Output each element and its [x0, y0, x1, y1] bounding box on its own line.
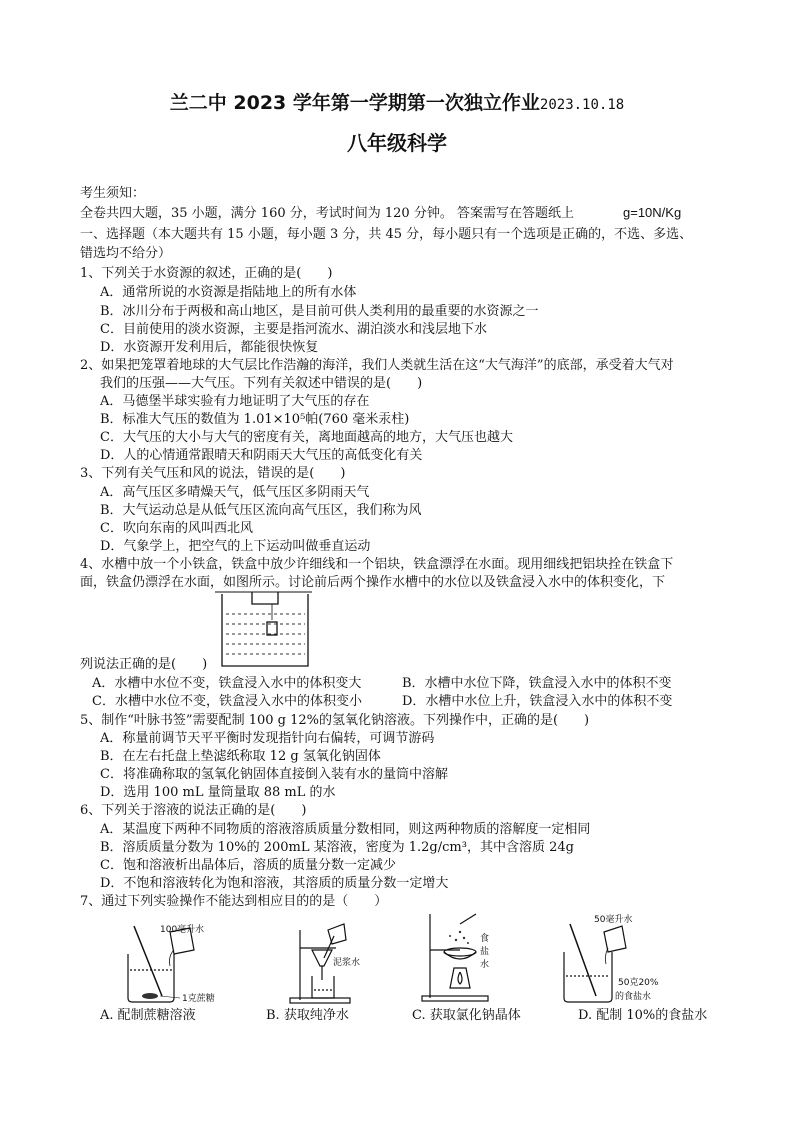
figure-b-caption: B. 获取纯净水: [266, 1008, 349, 1023]
section-heading: 一、选择题（本大题共有 15 小题，每小题 3 分，共 45 分，每小题只有一个选项是正确的，不选、多选、: [80, 227, 693, 242]
q7-stem: 7、通过下列实验操作不能达到相应目的的是（ ）: [80, 894, 388, 909]
q1-option-b: B．冰川分布于两极和高山地区，是目前可供人类利用的最重要的水资源之一: [100, 304, 539, 319]
q4-option-c: C．水槽中水位不变，铁盒浸入水中的体积变小: [92, 694, 362, 709]
figure-c-label-2: 盐: [480, 947, 490, 957]
q4-option-b: B．水槽中水位下降，铁盒浸入水中的体积不变: [402, 676, 672, 691]
q1-option-d: D．水资源开发利用后，都能很快恢复: [100, 340, 319, 355]
notice-line: 全卷共四大题，35 小题，满分 160 分，考试时间为 120 分钟。 答案需写在答题纸上: [80, 206, 574, 221]
q2-option-d: D．人的心情通常跟晴天和阴雨天大气压的高低变化有关: [100, 448, 423, 463]
q5-option-a: A．称量前调节天平平衡时发现指针向右偏转，可调节游码: [100, 731, 435, 746]
page-title: [0, 88, 794, 115]
figure-c-label-1: 食: [480, 934, 490, 944]
gravity-constant: g=10N/Kg: [623, 205, 682, 220]
q6-option-c: C．饱和溶液析出晶体后，溶质的质量分数一定减少: [100, 858, 396, 873]
figure-a-water-label: 100毫升水: [160, 925, 205, 935]
figure-c-label-3: 水: [480, 960, 490, 970]
q4-stem-cont: 面，铁盒仍漂浮在水面，如图所示。讨论前后两个操作水槽中的水位以及铁盒浸入水中的体积变化，下: [80, 575, 666, 590]
figure-b-muddy-water-label: 泥浆水: [333, 958, 361, 968]
q3-option-c: C．吹向东南的风叫西北风: [100, 521, 253, 536]
figure-d-solution-label-2: 的食盐水: [615, 992, 652, 1002]
figure-a-caption: A. 配制蔗糖溶液: [100, 1008, 196, 1023]
figure-d-solution-label-1: 50克20%: [618, 978, 659, 988]
figure-d-caption: D. 配制 10%的食盐水: [578, 1008, 708, 1023]
q2-option-c: C．大气压的大小与大气的密度有关，离地面越高的地方，大气压也越大: [100, 430, 513, 445]
q6-option-b: B．溶质质量分数为 10%的 200mL 某溶液，密度为 1.2g/cm³，其中含溶质 24g: [100, 840, 574, 855]
figure-d-water-label: 50毫升水: [594, 915, 633, 925]
q5-option-d: D．选用 100 mL 量筒量取 88 mL 的水: [100, 785, 336, 800]
q3-option-a: A．高气压区多晴燥天气，低气压区多阴雨天气: [100, 485, 370, 500]
page-subtitle: 八年级科学: [347, 131, 447, 155]
figure-a-sugar-label: 1克蔗糖: [182, 994, 215, 1004]
q6-stem: 6、下列关于溶液的说法正确的是( ): [80, 803, 307, 818]
q4-option-a: A．水槽中水位不变，铁盒浸入水中的体积变大: [92, 676, 362, 691]
q3-option-b: B．大气运动总是从低气压区流向高气压区，我们称为风: [100, 503, 422, 518]
q4-stem-end: 列说法正确的是( ): [80, 657, 208, 672]
section-heading-cont: 错选均不给分）: [80, 246, 172, 261]
q1-stem: 1、下列关于水资源的叙述，正确的是( ): [80, 266, 333, 281]
figure-c-evaporation: [420, 910, 505, 1006]
exam-date: 2023.10.18: [539, 97, 625, 113]
q5-option-c: C．将准确称取的氢氧化钠固体直接倒入装有水的量筒中溶解: [100, 767, 448, 782]
q1-option-a: A．通常所说的水资源是指陆地上的所有水体: [100, 285, 357, 300]
q5-option-b: B．在左右托盘上垫滤纸称取 12 g 氢氧化钠固体: [100, 749, 381, 764]
q3-stem: 3、下列有关气压和风的说法，错误的是( ): [80, 466, 346, 481]
q4-stem: 4、水槽中放一个小铁盒，铁盒中放少许细线和一个铝块，铁盒漂浮在水面。现用细线把铝块拴在铁盒下: [80, 557, 674, 572]
q5-stem: 5、制作“叶脉书签”需要配制 100 g 12%的氢氧化钠溶液。下列操作中，正确的是( ): [80, 713, 590, 728]
figure-c-caption: C. 获取氯化钠晶体: [412, 1008, 521, 1023]
q2-stem: 2、如果把笼罩着地球的大气层比作浩瀚的海洋，我们人类就生活在这“大气海洋”的底部，承受着大气对: [80, 358, 674, 373]
exam-title: 兰二中 2023 学年第一学期第一次独立作业: [169, 92, 540, 114]
q1-option-c: C．目前使用的淡水资源，主要是指河流水、湖泊淡水和浅层地下水: [100, 322, 487, 337]
water-tank-figure: [212, 590, 314, 668]
q2-option-a: A．马德堡半球实验有力地证明了大气压的存在: [100, 394, 370, 409]
q2-stem-cont: 我们的压强——大气压。下列有关叙述中错误的是( ): [100, 376, 423, 391]
q3-option-d: D．气象学上，把空气的上下运动叫做垂直运动: [100, 539, 371, 554]
q6-option-d: D．不饱和溶液转化为饱和溶液，其溶质的质量分数一定增大: [100, 876, 449, 891]
q2-option-b: B．标准大气压的数值为 1.01×10⁵帕(760 毫米汞柱): [100, 412, 410, 427]
q6-option-a: A．某温度下两种不同物质的溶液溶质质量分数相同，则这两种物质的溶解度一定相同: [100, 822, 591, 837]
notice-heading: 考生须知：: [80, 186, 146, 201]
q4-option-d: D．水槽中水位上升，铁盒浸入水中的体积不变: [402, 694, 673, 709]
